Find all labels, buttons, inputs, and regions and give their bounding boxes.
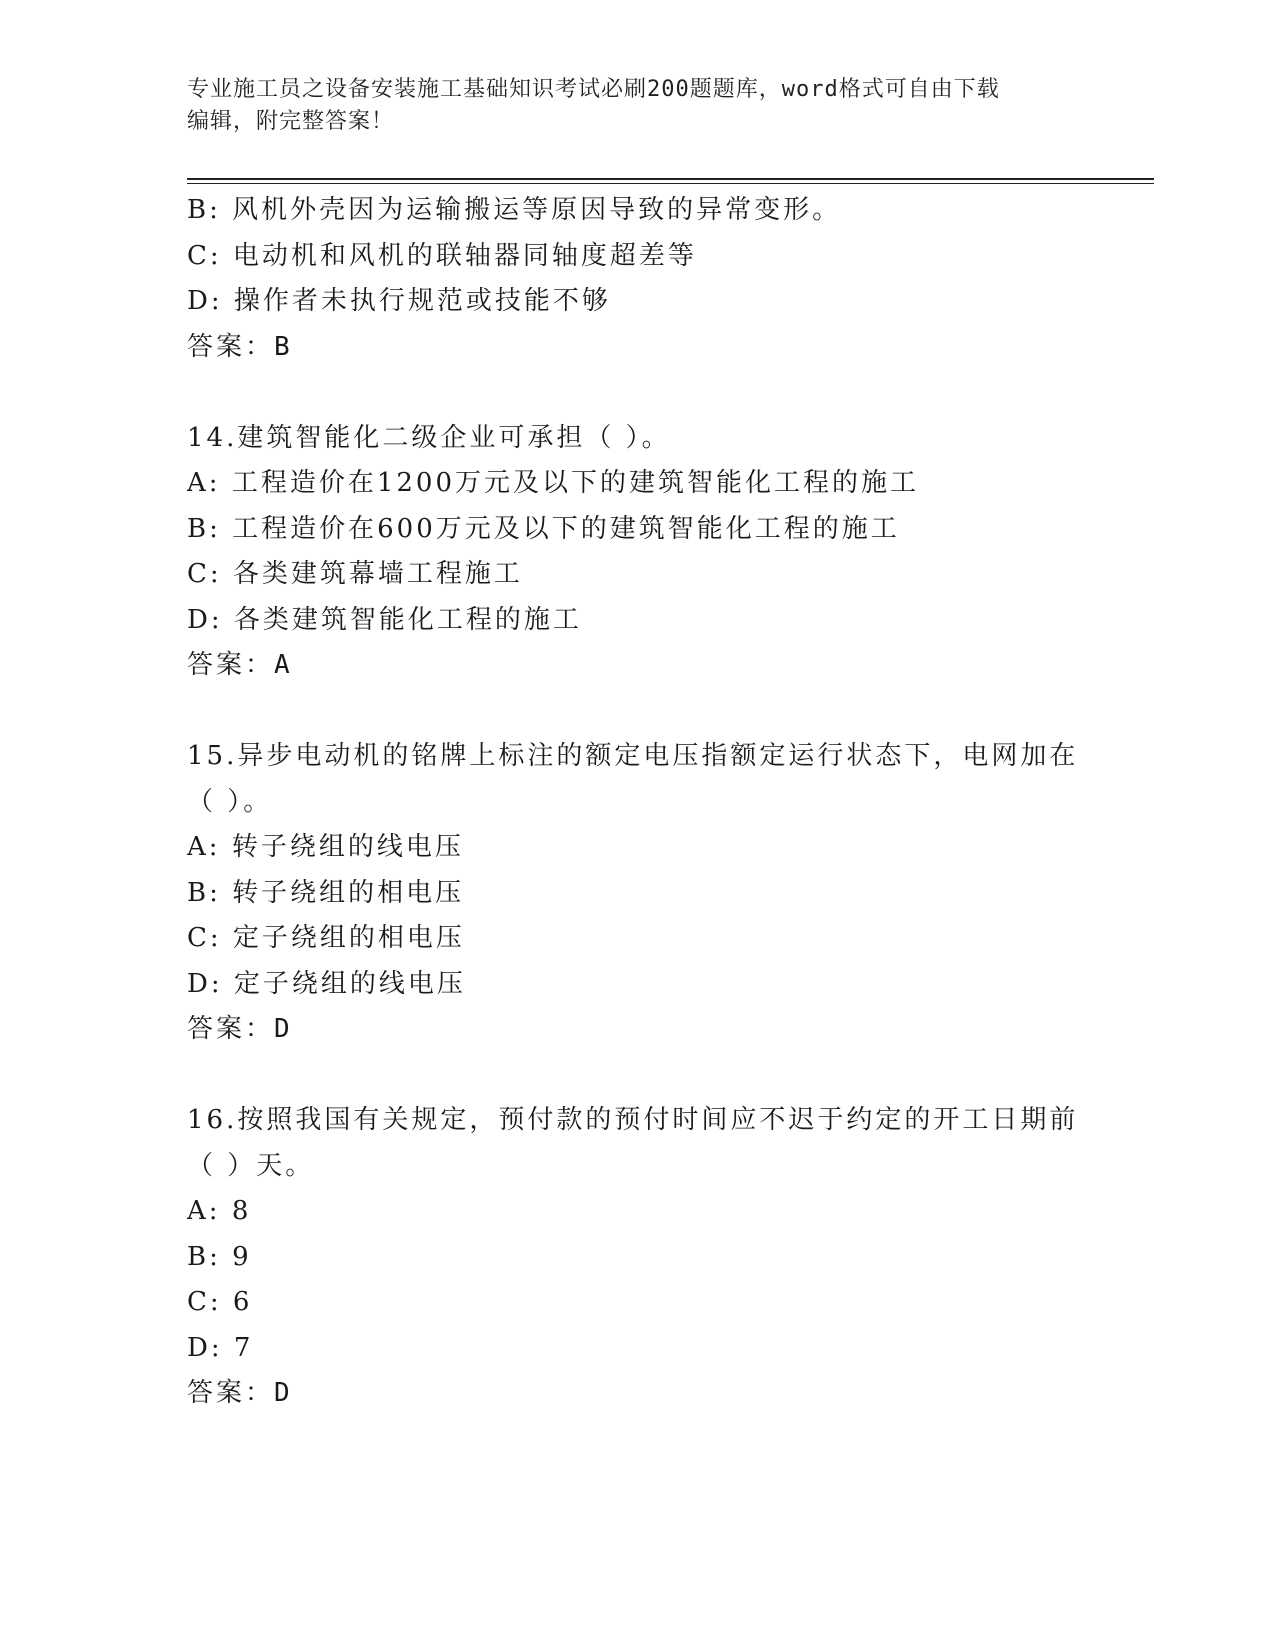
option-b [187,871,1087,917]
option-label: D: [187,1332,223,1363]
option-label: C: [187,1287,222,1317]
option-text: 操作者未执行规范或技能不够 [233,286,611,316]
option-c [187,916,1087,962]
option-text: 工程造价在1200万元及以下的建筑智能化工程的施工 [231,468,919,498]
option-label: C: [187,559,222,589]
option-a [187,825,1087,871]
option-label: C: [187,923,222,953]
option-label: B: [187,1241,221,1272]
option-label: D: [187,968,223,999]
question-stem: 15.异步电动机的铭牌上标注的额定电压指额定运行状态下，电网加在 [187,741,1079,771]
question-16 [187,1098,1087,1417]
question-stem: 16.按照我国有关规定，预付款的预付时间应不迟于约定的开工日期前 [187,1105,1079,1135]
answer-label: 答案： [187,331,275,362]
option-text: 定子绕组的相电压 [232,923,465,953]
document-body [187,188,1087,1417]
header-divider-thin [187,183,1154,184]
answer-line [187,1371,1087,1417]
answer-value: D [274,1014,293,1044]
option-a [187,461,1087,507]
answer-value: A [274,650,293,680]
option-text: 风机外壳因为运输搬运等原因导致的异常变形。 [232,195,842,225]
answer-label: 答案： [187,1014,275,1044]
option-text: 9 [232,1241,252,1272]
answer-value: B [274,331,293,362]
option-text: 各类建筑智能化工程的施工 [233,604,582,635]
option-label: B: [187,195,221,225]
question-13-continued [187,188,1087,370]
option-label: B: [187,513,221,544]
option-d [187,598,1087,644]
option-label: C: [187,240,222,271]
option-text: 8 [231,1196,252,1226]
question-15 [187,734,1087,1053]
option-b [187,507,1087,553]
answer-line [187,325,1087,371]
question-14 [187,416,1087,689]
header-title-line-2: 编辑，附完整答案！ [187,109,395,134]
option-text: 7 [233,1332,254,1363]
document-header [187,74,1087,138]
option-d [187,1326,1087,1372]
option-text: 工程造价在600万元及以下的建筑智能化工程的施工 [232,513,900,544]
option-a [187,1189,1087,1235]
question-stem-continued: （ ）天。 [187,1150,315,1181]
header-divider-thick [187,178,1154,180]
option-text: 电动机和风机的联轴器同轴度超差等 [232,240,697,271]
option-b [187,1235,1087,1281]
option-text: 转子绕组的线电压 [231,832,464,862]
option-label: A: [187,468,221,498]
option-text: 转子绕组的相电压 [232,877,465,908]
question-stem: 14.建筑智能化二级企业可承担（ ）。 [187,422,671,453]
option-label: A: [187,832,221,862]
option-d [187,279,1087,325]
option-label: D: [187,286,223,316]
option-d [187,962,1087,1008]
answer-label: 答案： [187,650,275,680]
option-label: B: [187,877,221,908]
answer-label: 答案： [187,1378,275,1408]
option-b [187,188,1087,234]
option-c [187,1280,1087,1326]
question-stem-continued: （ ）。 [187,786,273,817]
answer-value: D [274,1378,293,1408]
option-c [187,552,1087,598]
option-text: 定子绕组的线电压 [233,968,466,999]
option-label: D: [187,604,223,635]
option-label: A: [187,1196,221,1226]
option-text: 6 [232,1287,253,1317]
header-title-line-1: 专业施工员之设备安装施工基础知识考试必刷200题题库，word格式可自由下载 [187,77,1000,102]
answer-line [187,643,1087,689]
option-text: 各类建筑幕墙工程施工 [232,559,523,589]
answer-line [187,1007,1087,1053]
option-c [187,234,1087,280]
